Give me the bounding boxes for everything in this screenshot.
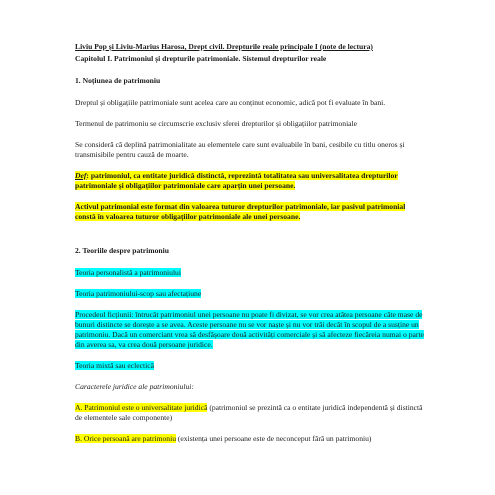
theory-purpose (75, 289, 425, 299)
character-a-rest: (patrimoniul se prezintă ca o entitate juridică independentă și distinctă de elementele sale componente) (75, 403, 423, 422)
def-text: : patrimoniul, ca entitate juridică distinctă, reprezintă totalitatea sau universalitatea drepturilor patrimoniale și obligațiilor patrimoniale care aparțin unei persoane. (75, 171, 398, 190)
paragraph-fiction (75, 310, 425, 350)
character-b (75, 434, 425, 444)
section-heading-2: 2. Teoriile despre patrimoniu (75, 246, 169, 255)
paragraph-activ-pasiv (75, 202, 425, 222)
theory-personalist-text: Teoria personalistă a patrimoniului (75, 268, 181, 277)
section-heading-1: 1. Noțiunea de patrimoniu (75, 76, 161, 85)
document-page (75, 42, 425, 455)
theory-purpose-text: Teoria patrimoniului-scop sau afectațiune (75, 289, 202, 298)
paragraph-patrimony-term: Termenul de patrimoniu se circumscrie exclusiv sferei drepturilor și obligațiilor patrimoniale (75, 119, 358, 128)
character-a-highlight: A. Patrimoniul este o universalitate juridică (75, 403, 208, 412)
character-b-highlight: B. Orice persoană are patrimoniu (75, 434, 176, 443)
theory-personalist (75, 268, 425, 278)
characters-heading: Caracterele juridice ale patrimoniului: (75, 382, 194, 391)
paragraph-def (75, 171, 425, 191)
paragraph-full-patrimoniality: Se consideră că deplină patrimonialitate au elementele care sunt evaluabile în bani, cesibile cu titlu oneros și transmisibile pentru cauză de moarte. (75, 140, 405, 159)
activ-pasiv-text: Activul patrimonial este format din valoarea tuturor drepturilor patrimoniale, iar pasivul patrimonial constă în valoarea tuturor obligațiilor patrimoniale ale unei persoane. (75, 202, 406, 221)
document-title: Liviu Pop și Liviu-Marius Harosa, Drept civil. Drepturile reale principale I (note de lectura) (75, 42, 373, 51)
def-label: Def (75, 171, 87, 180)
fiction-text: Procedeul ficțiunii: întrucât patrimoniul unei persoane nu poate fi divizat, se vor crea atâtea persoane câte mase de bunuri distincte se dorește a se avea. Aceste persoane nu se vor naște și nu vor trăi decât în scopul de a susține un patrimoniu. Dacă un comerciant vrea să desfășoare două activități comerciale și să afecteze fiecăreia numai o parte din averea sa, va crea două persoane juridice. (75, 310, 424, 349)
theory-mixed (75, 361, 425, 371)
paragraph-definition-obligations: Dreptul și obligațiile patrimoniale sunt acelea care au conținut economic, adică pot fi evaluate în bani. (75, 98, 386, 107)
chapter-heading: Capitolul I. Patrimoniul și drepturile patrimoniale. Sistemul drepturilor reale (75, 54, 327, 63)
theory-mixed-text: Teoria mixtă sau eclectică (75, 361, 154, 370)
character-b-rest: (existența unei persoane este de neconceput fără un patrimoniu) (176, 434, 372, 443)
character-a (75, 403, 425, 423)
